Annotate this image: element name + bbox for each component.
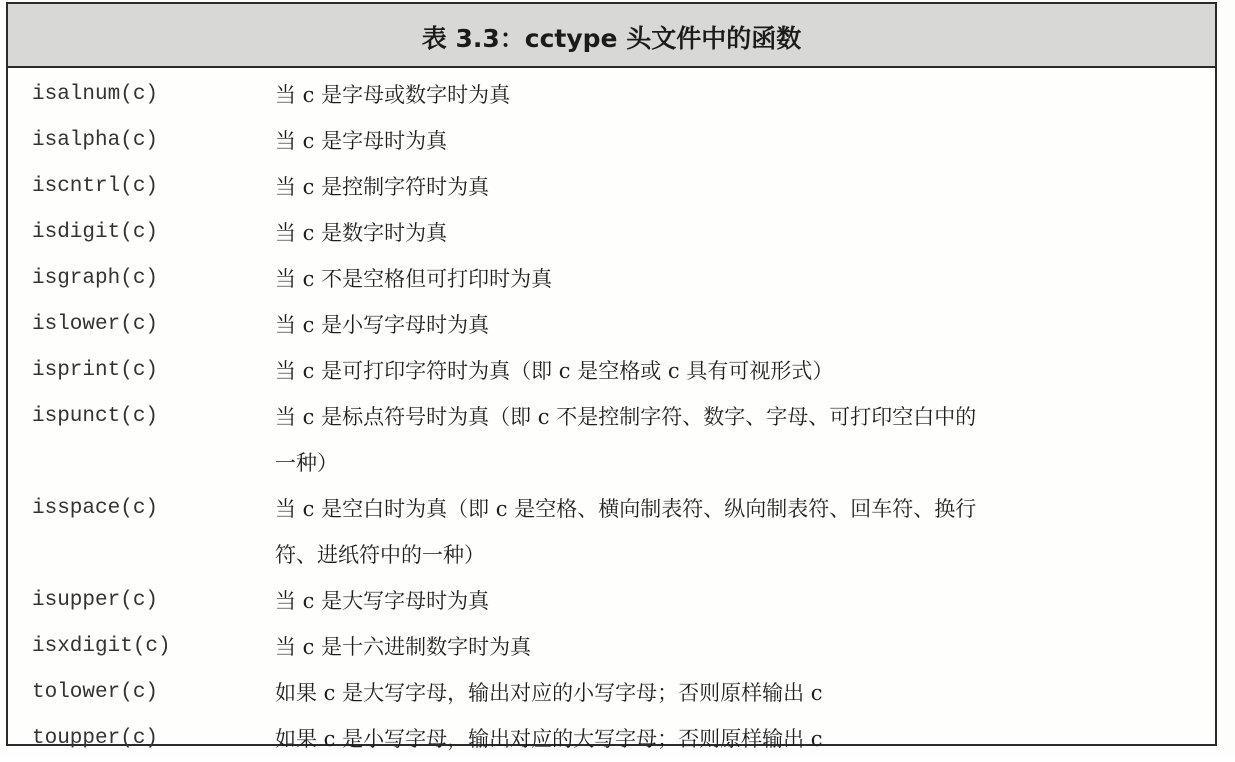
function-name: isgraph(c) [32, 267, 159, 290]
function-description [275, 164, 1200, 210]
description-line: 当 c 是字母或数字时为真 [275, 83, 511, 107]
function-name: isupper(c) [32, 589, 159, 612]
function-description [275, 72, 1200, 118]
function-description [275, 624, 1200, 670]
function-description [275, 256, 1200, 302]
function-name: iscntrl(c) [32, 175, 159, 198]
description-line: 当 c 是空白时为真（即 c 是空格、横向制表符、纵向制表符、回车符、换行 [275, 497, 977, 521]
function-name: isprint(c) [32, 359, 159, 382]
table-caption: 表 3.3：cctype 头文件中的函数 [8, 4, 1215, 68]
function-description [275, 302, 1200, 348]
description-line: 当 c 是控制字符时为真 [275, 175, 490, 199]
function-description [275, 210, 1200, 256]
description-line: 当 c 是十六进制数字时为真 [275, 635, 532, 659]
function-name: ispunct(c) [32, 405, 159, 428]
function-name: isxdigit(c) [32, 635, 171, 658]
cctype-functions-table [6, 2, 1217, 751]
function-name: tolower(c) [32, 681, 159, 704]
description-line: 当 c 是字母时为真 [275, 129, 448, 153]
description-line: 当 c 是可打印字符时为真（即 c 是空格或 c 具有可视形式） [275, 359, 834, 383]
function-description [275, 348, 1200, 394]
description-line: 当 c 是数字时为真 [275, 221, 448, 245]
description-line: 当 c 是标点符号时为真（即 c 不是控制字符、数字、字母、可打印空白中的 [275, 405, 977, 429]
function-description [275, 578, 1200, 624]
description-line: 当 c 是大写字母时为真 [275, 589, 490, 613]
function-name: islower(c) [32, 313, 159, 336]
description-line: 一种） [275, 451, 338, 475]
description-line: 如果 c 是大写字母，输出对应的小写字母；否则原样输出 c [275, 681, 823, 705]
function-description [275, 394, 1200, 486]
description-line: 如果 c 是小写字母，输出对应的大写字母；否则原样输出 c [275, 727, 823, 751]
description-line: 符、进纸符中的一种） [275, 543, 485, 567]
function-name: toupper(c) [32, 727, 159, 750]
function-name: isdigit(c) [32, 221, 159, 244]
description-line: 当 c 是小写字母时为真 [275, 313, 490, 337]
function-description [275, 486, 1200, 578]
function-description [275, 118, 1200, 164]
function-name: isspace(c) [32, 497, 159, 520]
function-name: isalpha(c) [32, 129, 159, 152]
function-description [275, 670, 1200, 716]
description-line: 当 c 不是空格但可打印时为真 [275, 267, 553, 291]
function-name: isalnum(c) [32, 83, 159, 106]
function-description [275, 716, 1200, 762]
